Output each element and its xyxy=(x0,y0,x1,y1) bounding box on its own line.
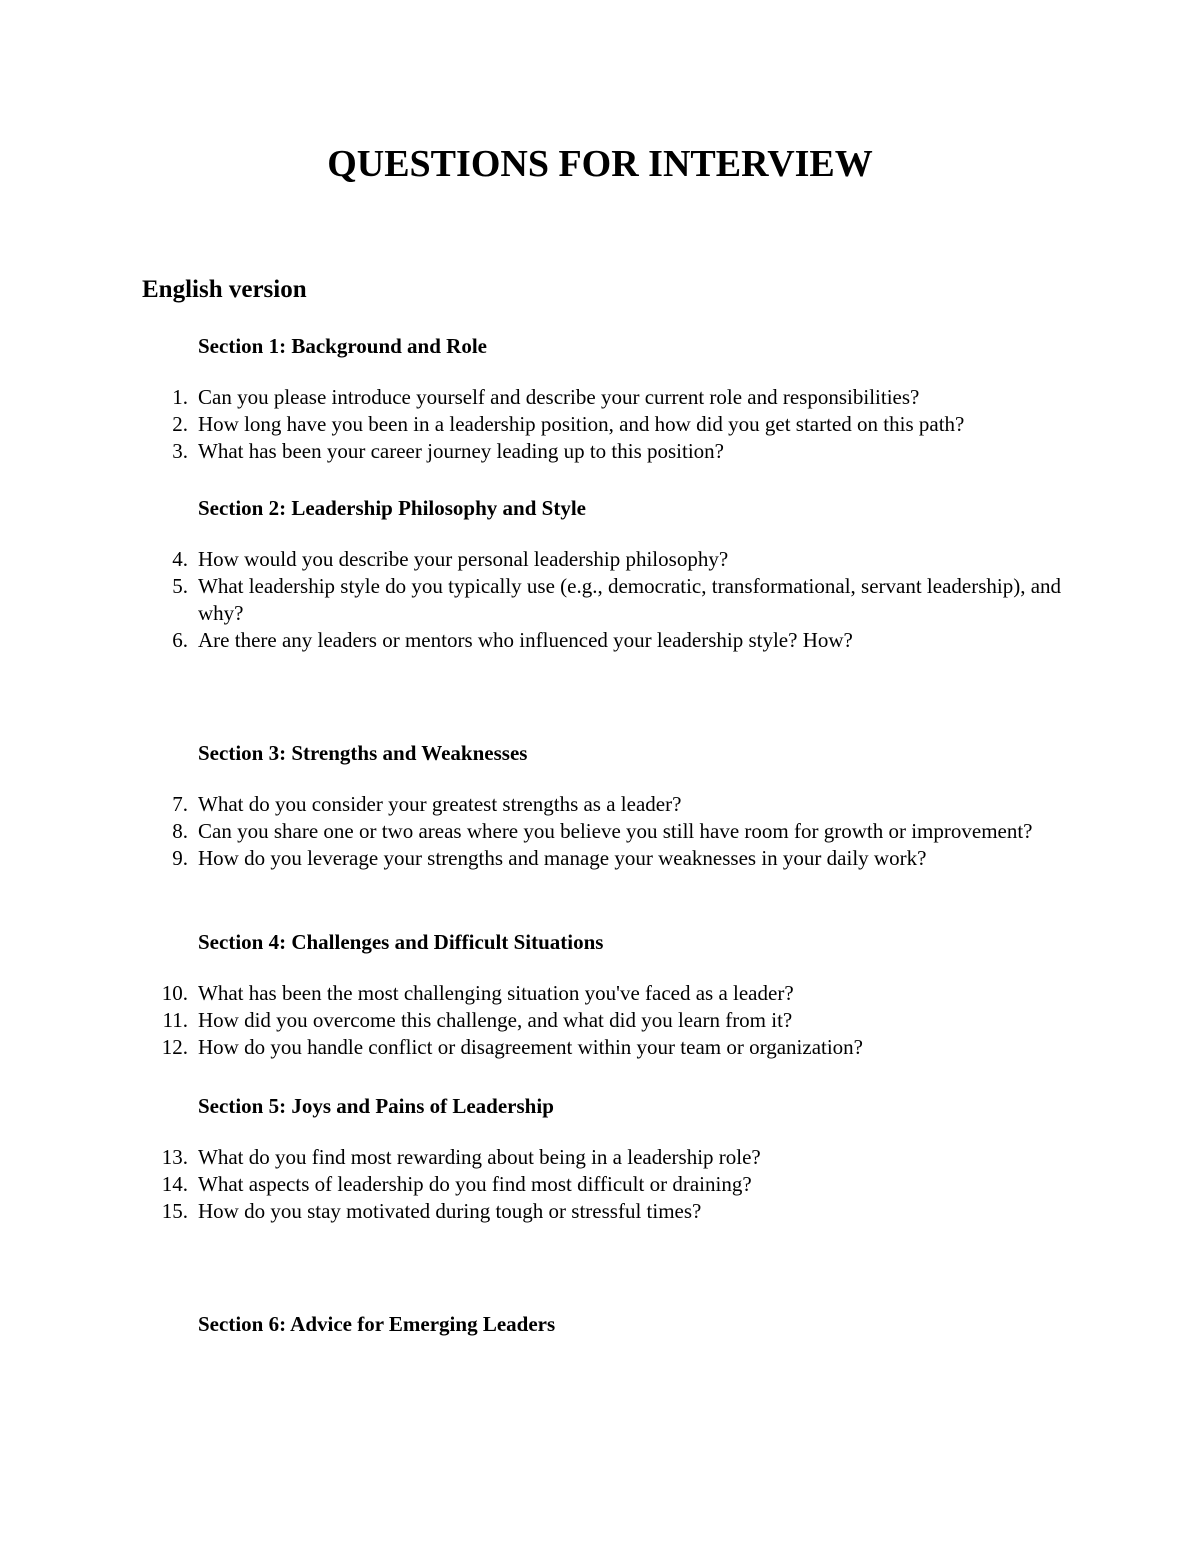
question-number: 6. xyxy=(172,628,188,652)
question-text: Can you please introduce yourself and describe your current role and responsibilities? xyxy=(198,385,920,409)
question-item xyxy=(160,573,1080,627)
question-item xyxy=(160,845,1080,872)
question-item xyxy=(160,980,1080,1007)
question-text: Are there any leaders or mentors who influenced your leadership style? How? xyxy=(198,628,853,652)
question-item xyxy=(160,627,1080,654)
section-heading: Section 3: Strengths and Weaknesses xyxy=(198,741,528,765)
question-number: 8. xyxy=(172,819,188,843)
question-item xyxy=(160,546,1080,573)
question-list xyxy=(160,980,1080,1061)
question-text: How did you overcome this challenge, and what did you learn from it? xyxy=(198,1008,793,1032)
question-list xyxy=(160,1144,1080,1225)
question-number: 5. xyxy=(172,574,188,598)
question-item xyxy=(160,1034,1080,1061)
section-leadership-philosophy xyxy=(160,494,1080,654)
question-item xyxy=(160,1007,1080,1034)
question-text: What has been your career journey leading up to this position? xyxy=(198,439,725,463)
question-text: What do you consider your greatest strengths as a leader? xyxy=(198,792,682,816)
question-number: 7. xyxy=(172,792,188,816)
question-number: 4. xyxy=(172,547,188,571)
question-item xyxy=(160,384,1080,411)
question-item xyxy=(160,1198,1080,1225)
section-heading: Section 5: Joys and Pains of Leadership xyxy=(198,1094,554,1118)
question-text: How do you stay motivated during tough or stressful times? xyxy=(198,1199,702,1223)
question-number: 14. xyxy=(161,1172,188,1196)
question-list xyxy=(160,791,1080,872)
version-heading: English version xyxy=(142,276,307,303)
question-text: What do you find most rewarding about being in a leadership role? xyxy=(198,1145,761,1169)
question-number: 1. xyxy=(172,385,188,409)
question-list xyxy=(160,384,1080,465)
question-text: How do you handle conflict or disagreement within your team or organization? xyxy=(198,1035,864,1059)
question-text: How would you describe your personal leadership philosophy? xyxy=(198,547,729,571)
question-number: 10. xyxy=(161,981,188,1005)
question-item xyxy=(160,791,1080,818)
question-item xyxy=(160,411,1080,438)
section-heading: Section 2: Leadership Philosophy and Style xyxy=(198,496,586,520)
page-title: QUESTIONS FOR INTERVIEW xyxy=(327,143,873,185)
section-advice xyxy=(160,1310,1080,1338)
section-heading: Section 4: Challenges and Difficult Situations xyxy=(198,930,604,954)
section-joys-pains xyxy=(160,1092,1080,1225)
question-item xyxy=(160,818,1080,845)
question-text: What aspects of leadership do you find most difficult or draining? xyxy=(198,1172,752,1196)
question-text: What leadership style do you typically use (e.g., democratic, transformational, servant leadership), and why? xyxy=(198,574,1062,625)
question-item xyxy=(160,438,1080,465)
question-number: 13. xyxy=(161,1145,188,1169)
section-challenges xyxy=(160,928,1080,1061)
question-text: How do you leverage your strengths and manage your weaknesses in your daily work? xyxy=(198,846,927,870)
section-background-role xyxy=(160,332,1080,465)
section-heading: Section 6: Advice for Emerging Leaders xyxy=(198,1312,556,1336)
question-list xyxy=(160,546,1080,654)
question-number: 12. xyxy=(161,1035,188,1059)
question-number: 11. xyxy=(162,1008,188,1032)
question-text: What has been the most challenging situation you've faced as a leader? xyxy=(198,981,794,1005)
question-text: How long have you been in a leadership position, and how did you get started on this path? xyxy=(198,412,965,436)
question-number: 9. xyxy=(172,846,188,870)
question-number: 2. xyxy=(172,412,188,436)
question-text: Can you share one or two areas where you believe you still have room for growth or improvement? xyxy=(198,819,1033,843)
question-item xyxy=(160,1171,1080,1198)
question-number: 3. xyxy=(172,439,188,463)
question-number: 15. xyxy=(161,1199,188,1223)
section-strengths-weaknesses xyxy=(160,739,1080,872)
question-item xyxy=(160,1144,1080,1171)
section-heading: Section 1: Background and Role xyxy=(198,334,487,358)
